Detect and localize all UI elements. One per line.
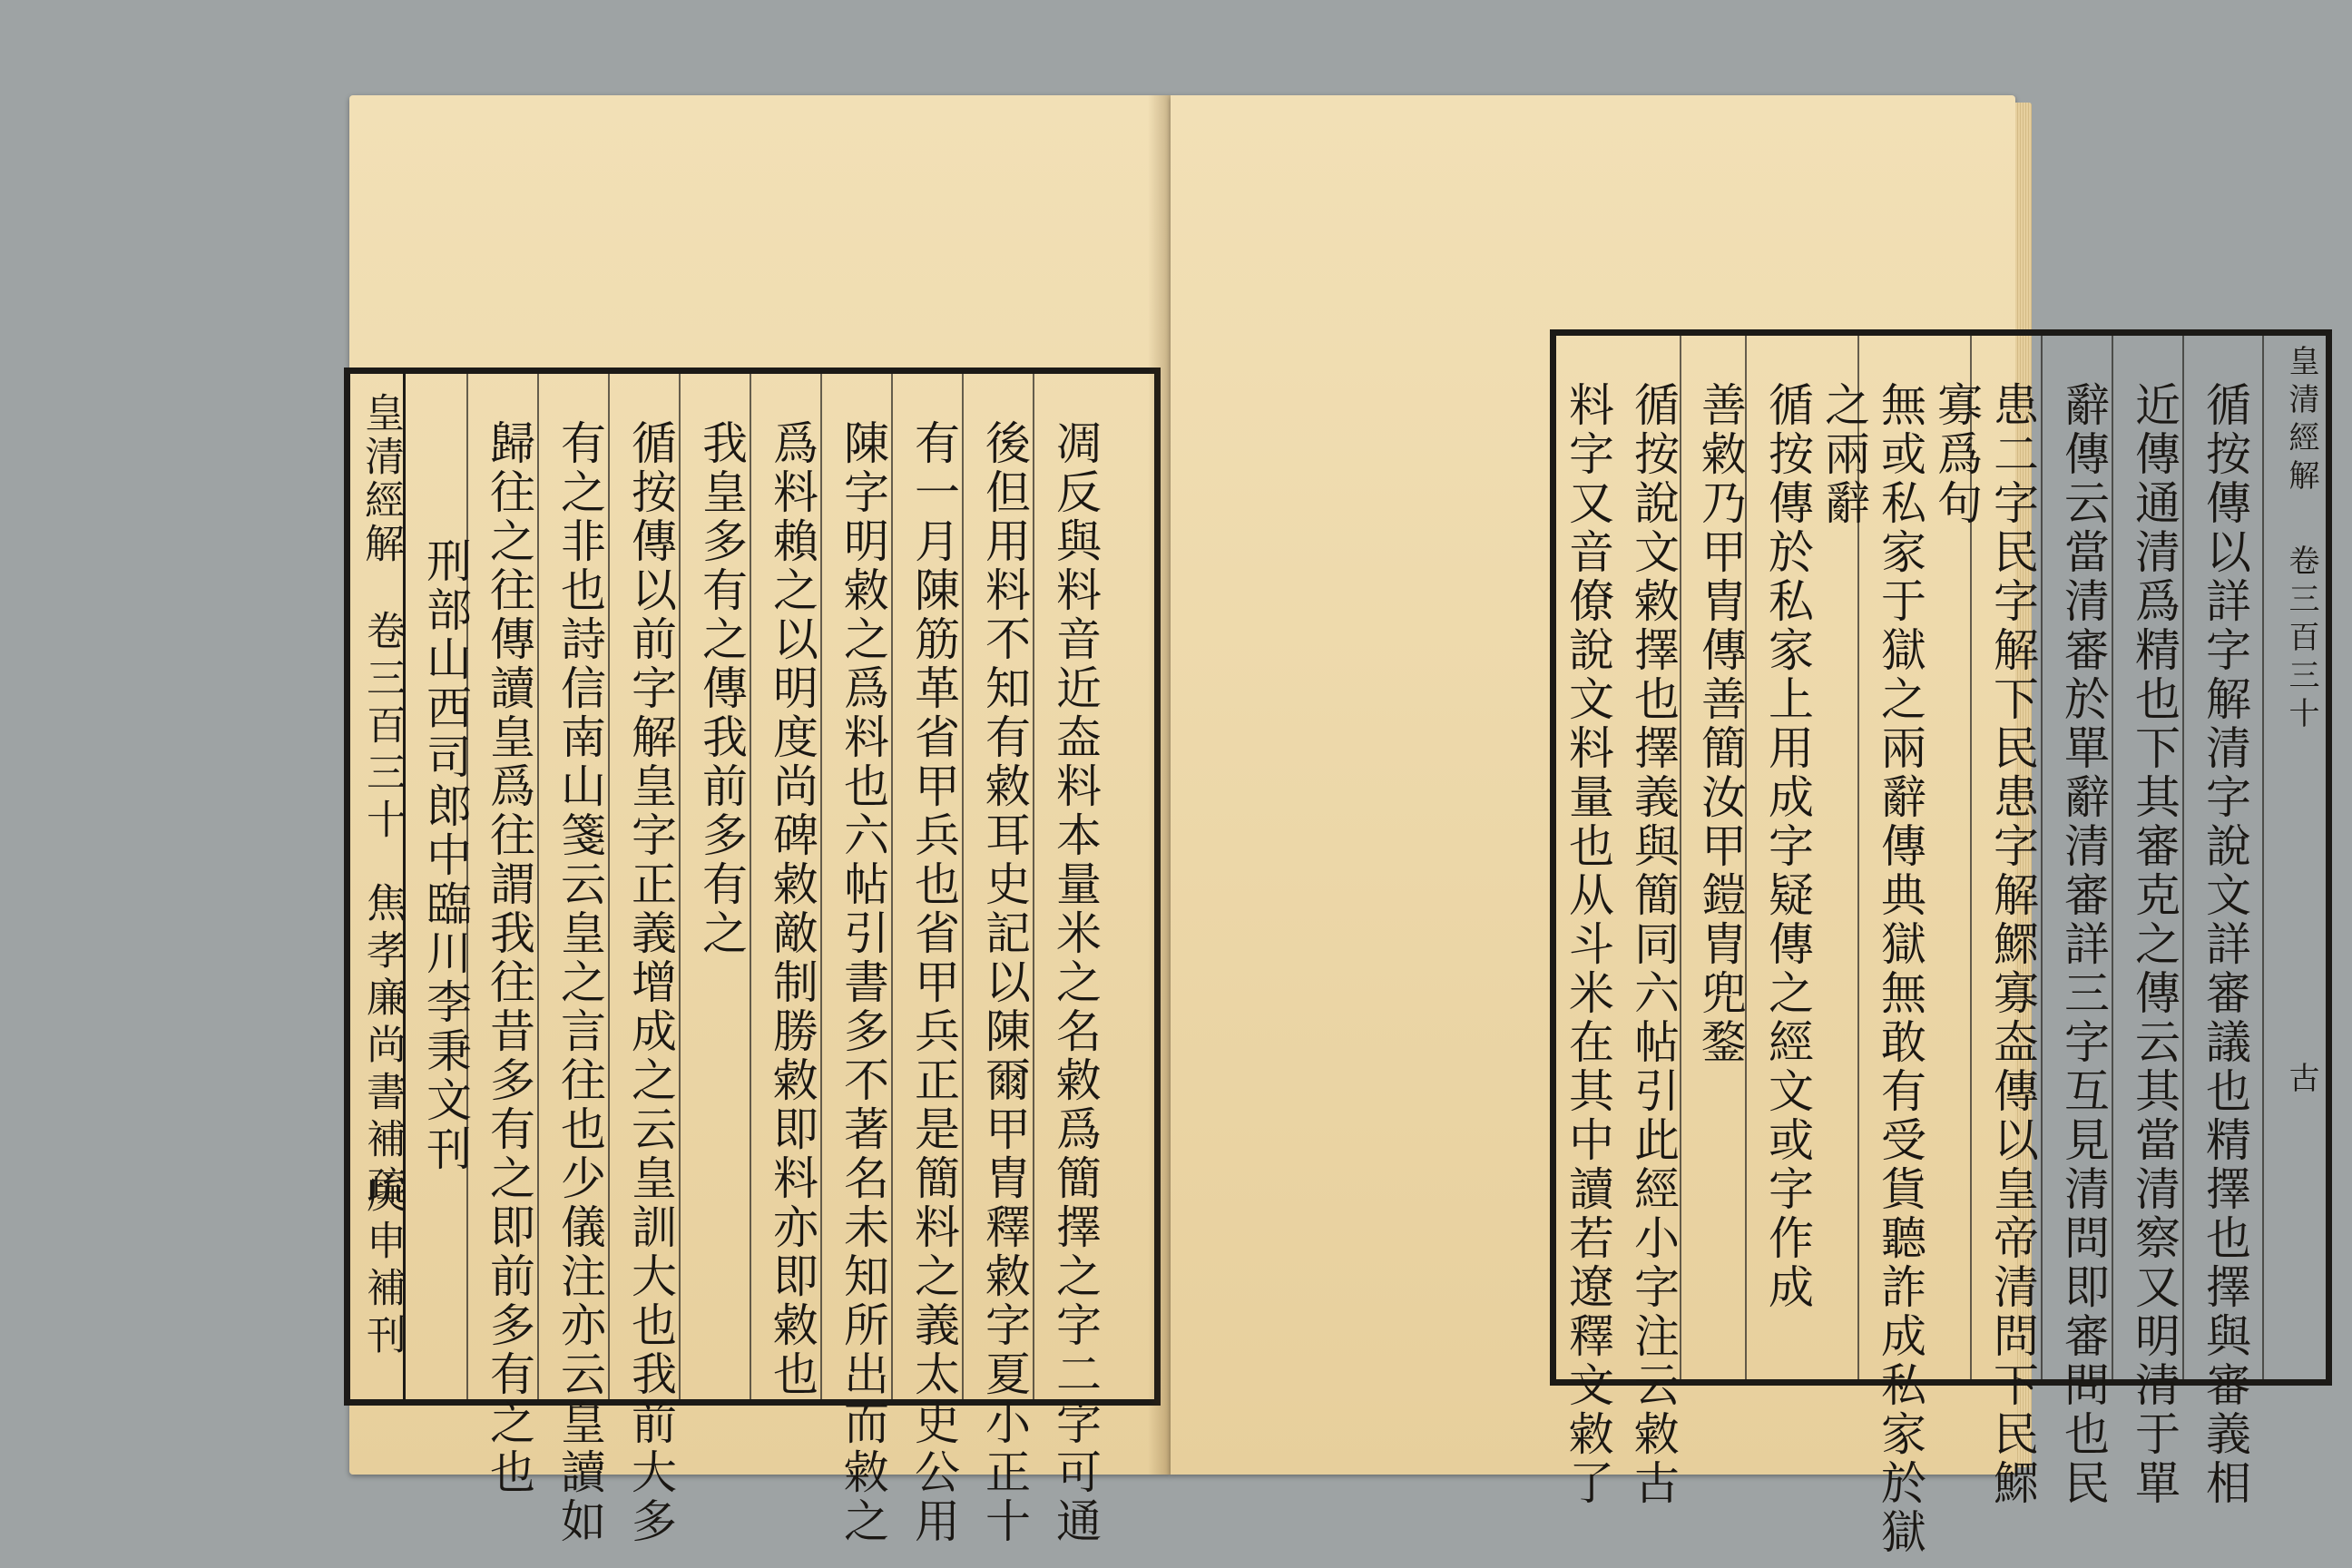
left-margin-title-text: 皇清經解	[358, 392, 404, 566]
left-column-rule	[537, 374, 539, 1399]
right-column-8: 循按傳於私家上用成字疑傳之經文或字作成	[1761, 381, 1814, 1312]
left-page-margin-title	[348, 374, 406, 1399]
right-column-rule	[2182, 336, 2184, 1379]
right-column-rule	[2041, 336, 2043, 1379]
left-column-rule	[679, 374, 681, 1399]
left-page	[349, 95, 1171, 1546]
left-column-1: 凋反與料音近盇料本量米之名敹爲簡擇之字二字可通	[1049, 419, 1102, 1546]
left-column-3: 有一月陳筋革省甲兵也省甲兵正是簡料之義太史公用	[907, 419, 960, 1546]
right-margin-volume: 卷三百三十	[2283, 544, 2319, 735]
open-book	[349, 95, 2319, 1557]
right-column-11: 料字又音僚說文料量也从斗米在其中讀若遼釋文敹了	[1562, 381, 1614, 1508]
right-column-4: 患二字民字解下民患字解鰥寡盇傳以皇帝清問下民鰥	[1986, 381, 2039, 1508]
right-column-5: 寡爲句	[1930, 381, 1983, 528]
right-column-rule	[2112, 336, 2113, 1379]
right-column-10: 循按說文敹擇也擇義與簡同六帖引此經小字注云敹古	[1627, 381, 1680, 1508]
left-column-rule	[1033, 374, 1034, 1399]
left-column-rule	[891, 374, 893, 1399]
right-margin-folio: 古	[2283, 1062, 2319, 1100]
left-column-rule	[608, 374, 610, 1399]
right-column-2: 近傳通清爲精也下其審克之傳云其當清察又明清于單	[2128, 381, 2180, 1508]
left-column-rule	[750, 374, 751, 1399]
left-column-colophon: 刑部山西司郎中臨川李秉文刊	[419, 537, 472, 1174]
left-column-8: 有之非也詩信南山箋云皇之言往也少儀注亦云皇讀如	[554, 419, 606, 1546]
right-column-3: 辭傳云當清審於單辭清審詳三字互見清問即審問也民	[2057, 381, 2110, 1508]
left-column-rule	[962, 374, 964, 1399]
left-margin-section: 焦孝廉尚書補疏	[359, 882, 406, 1212]
right-column-7: 之兩辭	[1818, 381, 1870, 528]
right-margin-rule	[2262, 336, 2264, 1379]
left-text-frame	[344, 368, 1161, 1546]
left-margin-footer: 庚申補刊	[359, 1172, 406, 1361]
left-column-9: 歸往之往傳讀皇爲往謂我往昔多有之即前多有之也	[483, 419, 535, 1497]
right-margin-title: 皇清經解	[2283, 345, 2319, 497]
left-column-4: 陳字明敹之爲料也六帖引書多不著名未知所出而敹之	[837, 419, 889, 1546]
left-column-rule	[820, 374, 822, 1399]
right-column-6: 無或私家于獄之兩辭傳典獄無敢有受貨聽詐成私家於獄	[1874, 381, 1926, 1557]
left-column-2: 後但用料不知有敹耳史記以陳爾甲胄釋敹字夏小正十	[978, 419, 1031, 1546]
left-column-5: 爲料賴之以明度尚碑敹敵制勝敹即料亦即敹也	[766, 419, 818, 1399]
right-column-1: 循按傳以詳字解清字說文詳審議也精擇也擇與審義相	[2199, 381, 2251, 1508]
left-column-6: 我皇多有之傳我前多有之	[695, 419, 748, 958]
right-text-frame	[1550, 329, 2332, 1557]
left-margin-volume: 卷三百三十	[359, 610, 406, 846]
right-page	[1171, 95, 2319, 1557]
right-column-9: 善敹乃甲胄傳善簡汝甲鎧胄兜鍪	[1694, 381, 1747, 1067]
left-column-7: 循按傳以前字解皇字正義增成之云皇訓大也我前大多	[624, 419, 677, 1546]
